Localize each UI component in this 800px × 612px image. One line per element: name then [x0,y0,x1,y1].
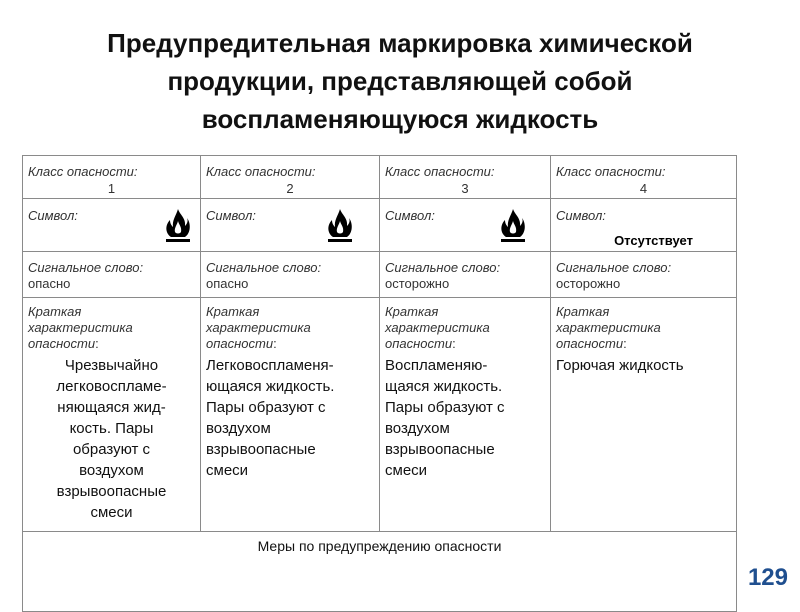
description-line: щаяся жидкость. [385,378,503,395]
signal-cell-4 [551,252,737,298]
description-line: смеси [90,504,133,521]
char-label-colon: : [452,336,456,351]
class-label: Класс опасности: [206,164,316,179]
signal-label: Сигнальное слово: [556,260,672,275]
description-line: взрывоопасные [206,441,316,458]
signal-cell-1 [23,252,201,298]
char-label-line [385,336,545,352]
hazard-description [385,355,545,481]
signal-value: осторожно [556,276,621,291]
page-title [0,24,800,138]
measures-label: Меры по предупреждению опасности [257,538,502,554]
flame-icon [163,207,193,245]
description-line: Чрезвычайно [64,357,159,374]
class-value: 1 [107,181,116,196]
char-cell-4 [551,298,737,532]
description-line: легковоспламе- [56,378,167,395]
description-line: Пары образуют с [385,399,505,416]
char-label-line: характеристика [385,320,490,335]
class-cell-3 [380,156,551,199]
symbol-row [23,199,737,252]
char-cell-1 [23,298,201,532]
description-line: Пары образуют с [206,399,326,416]
class-cell-4 [551,156,737,199]
char-label-line: характеристика [206,320,311,335]
signal-cell-2 [201,252,380,298]
symbol-label: Символ: [385,208,435,223]
signal-cell-3 [380,252,551,298]
description-line: образуют с [72,441,151,458]
char-cell-3 [380,298,551,532]
char-label-line: Краткая [28,304,82,319]
char-cell-2 [201,298,380,532]
description-line: воздухом [79,462,144,479]
char-label-line: характеристика [28,320,133,335]
char-label-line: характеристика [556,320,661,335]
char-label-word: опасности [385,336,453,351]
symbol-absent-text: Отсутствует [614,233,693,248]
description-line: воздухом [385,420,450,437]
hazard-description [556,355,731,376]
char-label-line [556,336,731,352]
char-label-word: опасности [206,336,274,351]
char-label-word: опасности [28,336,96,351]
symbol-label: Символ: [28,208,78,223]
description-line: няющаяся жид- [57,399,166,416]
char-label-colon: : [623,336,627,351]
description-line: Горючая жидкость [556,357,684,374]
description-line: Легковоспламеня- [206,357,334,374]
symbol-label: Символ: [206,208,256,223]
signal-label: Сигнальное слово: [28,260,144,275]
char-label [28,304,195,352]
description-line: ющаяся жидкость. [206,378,335,395]
description-line: воздухом [206,420,271,437]
description-line: смеси [385,462,428,479]
char-label-word: опасности [556,336,624,351]
hazard-description [206,355,374,481]
title-line-2: продукции, представляющей собой [167,66,633,96]
class-value: 4 [639,181,648,196]
char-label-line: Краткая [206,304,260,319]
class-label: Класс опасности: [385,164,495,179]
flame-icon [498,207,528,245]
signal-value: опасно [28,276,71,291]
title-line-3: воспламеняющуюся жидкость [201,104,599,134]
class-cell-1 [23,156,201,199]
class-label: Класс опасности: [556,164,666,179]
class-value: 3 [461,181,469,196]
title-line-1: Предупредительная маркировка химической [107,28,693,58]
signal-word-row [23,252,737,298]
description-line: взрывоопасные [385,441,495,458]
description-line: кость. Пары [69,420,154,437]
char-label-line [28,336,195,352]
char-label [385,304,545,352]
char-label [206,304,374,352]
description-line: Воспламеняю- [385,357,488,374]
symbol-cell-2 [201,199,380,252]
signal-value: осторожно [385,276,450,291]
class-label: Класс опасности: [28,164,138,179]
char-label-line: Краткая [556,304,610,319]
signal-label: Сигнальное слово: [206,260,322,275]
description-line: смеси [206,462,249,479]
symbol-label: Символ: [556,208,606,223]
signal-label: Сигнальное слово: [385,260,501,275]
symbol-cell-3 [380,199,551,252]
char-label [556,304,731,352]
page-number: 129 [747,564,788,591]
signal-value: опасно [206,276,249,291]
char-label-line [206,336,374,352]
symbol-cell-1 [23,199,201,252]
class-value: 2 [286,181,294,196]
char-label-line: Краткая [385,304,439,319]
symbol-cell-4 [551,199,737,252]
flame-icon [325,207,355,245]
hazard-class-row [23,156,737,199]
char-label-colon: : [95,336,99,351]
description-line: взрывоопасные [56,483,167,500]
hazard-description [28,355,195,523]
hazard-characteristic-row [23,298,737,532]
hazard-table [22,155,737,612]
class-cell-2 [201,156,380,199]
char-label-colon: : [273,336,277,351]
